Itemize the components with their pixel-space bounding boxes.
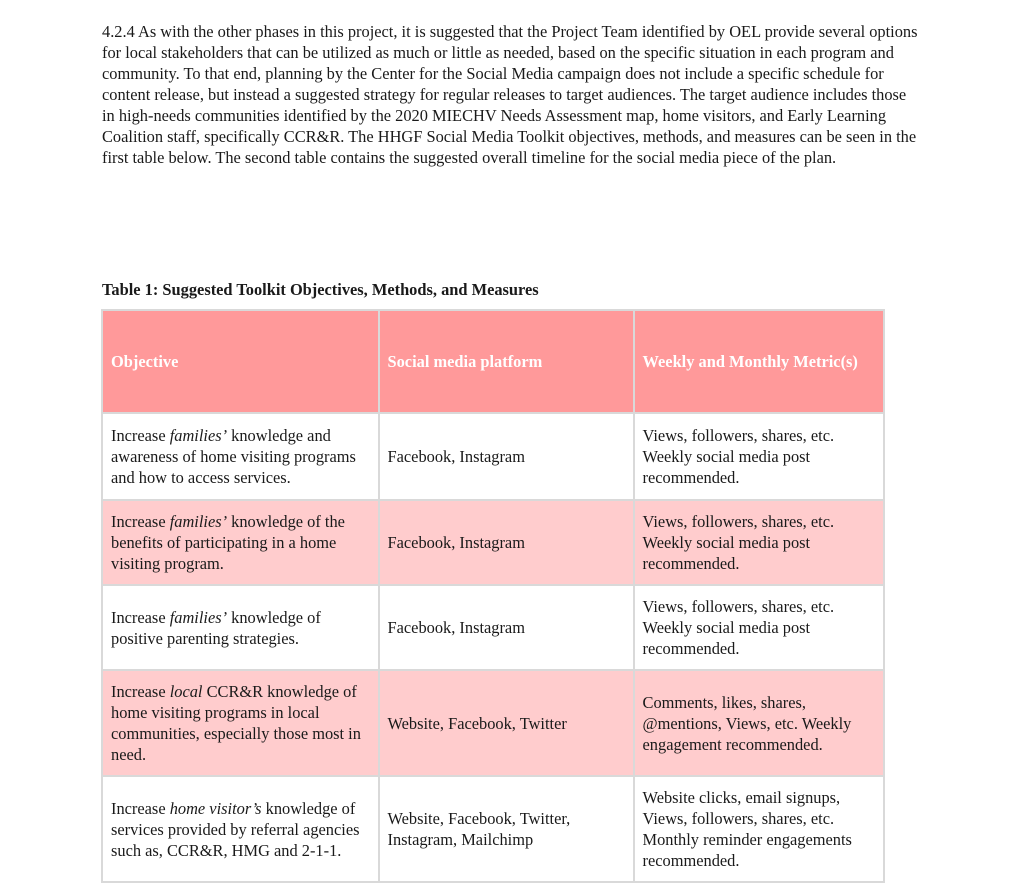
header-objective: Objective	[102, 310, 379, 413]
section-text: As with the other phases in this project, it is suggested that the Project Team identified by OEL provide several options for local stakeholders that can be utilized as much or little as needed, based on the specific situation in each program and community. To that end, planning by the Center for the Social Media campaign does not include a specific schedule for content release, but instead a suggested strategy for regular releases to target audiences. The target audience includes those in high-needs communities identified by the 2020 MIECHV Needs Assessment map, home visitors, and Early Learning Coalition staff, specifically CCR&R. The HHGF Social Media Toolkit objectives, methods, and measures can be seen in the first table below. The second table contains the suggested overall timeline for the social media piece of the plan.	[102, 22, 918, 167]
objective-cell: Increase families’ knowledge of positive parenting strategies.	[102, 585, 379, 670]
objective-cell: Increase local CCR&R knowledge of home visiting programs in local communities, especially those most in need.	[102, 670, 379, 776]
objective-cell: Increase home visitor’s knowledge of services provided by referral agencies such as, CCR&R, HMG and 2-1-1.	[102, 776, 379, 882]
section-paragraph	[102, 21, 922, 168]
platform-cell: Website, Facebook, Twitter, Instagram, Mailchimp	[379, 776, 634, 882]
header-platform: Social media platform	[379, 310, 634, 413]
table-row	[102, 776, 884, 882]
table-row	[102, 670, 884, 776]
table-header-row	[102, 310, 884, 413]
metrics-cell: Views, followers, shares, etc. Weekly social media post recommended.	[634, 413, 884, 500]
platform-cell: Website, Facebook, Twitter	[379, 670, 634, 776]
objective-cell: Increase families’ knowledge and awareness of home visiting programs and how to access services.	[102, 413, 379, 500]
objective-cell: Increase families’ knowledge of the benefits of participating in a home visiting program.	[102, 500, 379, 585]
metrics-cell: Website clicks, email signups, Views, followers, shares, etc. Monthly reminder engagements recommended.	[634, 776, 884, 882]
table-row	[102, 500, 884, 585]
metrics-cell: Comments, likes, shares, @mentions, Views, etc. Weekly engagement recommended.	[634, 670, 884, 776]
platform-cell: Facebook, Instagram	[379, 585, 634, 670]
section-number: 4.2.4	[102, 22, 135, 41]
header-metrics: Weekly and Monthly Metric(s)	[634, 310, 884, 413]
toolkit-table	[101, 309, 885, 883]
table-row	[102, 585, 884, 670]
metrics-cell: Views, followers, shares, etc. Weekly social media post recommended.	[634, 585, 884, 670]
platform-cell: Facebook, Instagram	[379, 500, 634, 585]
table-caption: Table 1: Suggested Toolkit Objectives, Methods, and Measures	[102, 280, 539, 299]
table-row	[102, 413, 884, 500]
platform-cell: Facebook, Instagram	[379, 413, 634, 500]
metrics-cell: Views, followers, shares, etc. Weekly social media post recommended.	[634, 500, 884, 585]
